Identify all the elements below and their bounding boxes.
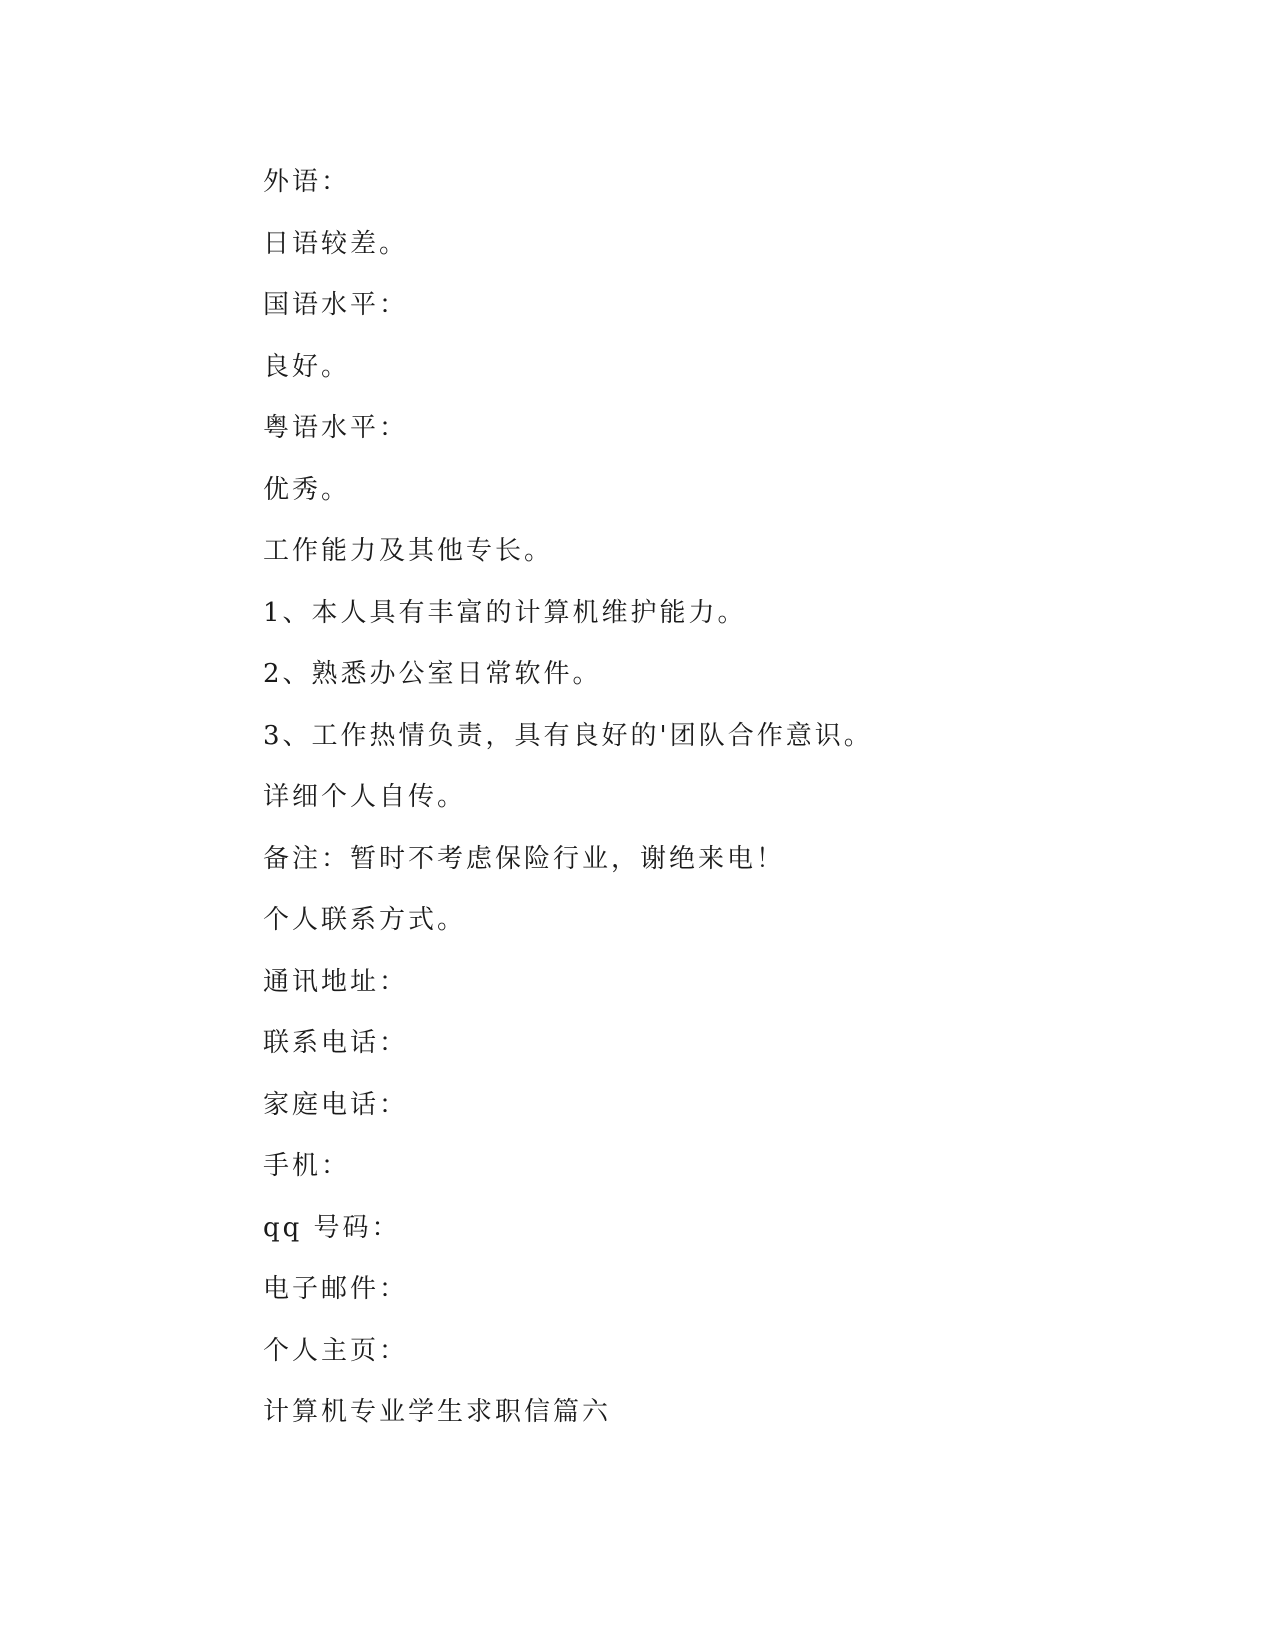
text-line-skill-1: 1、本人具有丰富的计算机维护能力。: [263, 597, 747, 628]
text-line-home-phone: 家庭电话：: [263, 1089, 409, 1120]
text-line-contact-heading: 个人联系方式。: [263, 905, 467, 935]
text-line-cantonese-level: 粤语水平：: [263, 413, 409, 443]
text-line-note: 备注：暂时不考虑保险行业，谢绝来电！: [263, 843, 786, 874]
text-line-japanese: 日语较差。: [263, 228, 409, 259]
document-body: [263, 166, 1143, 1458]
text-line-skills-heading: 工作能力及其他专长。: [263, 536, 554, 566]
text-line-address: 通讯地址：: [263, 966, 409, 997]
text-line-section-title: 计算机专业学生求职信篇六: [263, 1397, 612, 1427]
text-line-mandarin-level: 国语水平：: [263, 290, 409, 320]
text-line-homepage: 个人主页：: [263, 1335, 409, 1366]
text-line-foreign-language: 外语：: [263, 167, 351, 197]
text-line-skill-2: 2、熟悉办公室日常软件。: [263, 659, 602, 689]
text-line-cantonese-value: 优秀。: [263, 474, 351, 505]
text-line-phone: 联系电话：: [263, 1028, 409, 1058]
text-line-email: 电子邮件：: [263, 1274, 409, 1304]
text-line-skill-3: 3、工作热情负责，具有良好的'团队合作意识。: [263, 720, 873, 751]
text-line-mandarin-value: 良好。: [263, 351, 351, 382]
text-line-autobiography: 详细个人自传。: [263, 782, 467, 812]
text-line-qq: qq 号码：: [263, 1212, 401, 1243]
text-line-mobile: 手机：: [263, 1151, 351, 1181]
